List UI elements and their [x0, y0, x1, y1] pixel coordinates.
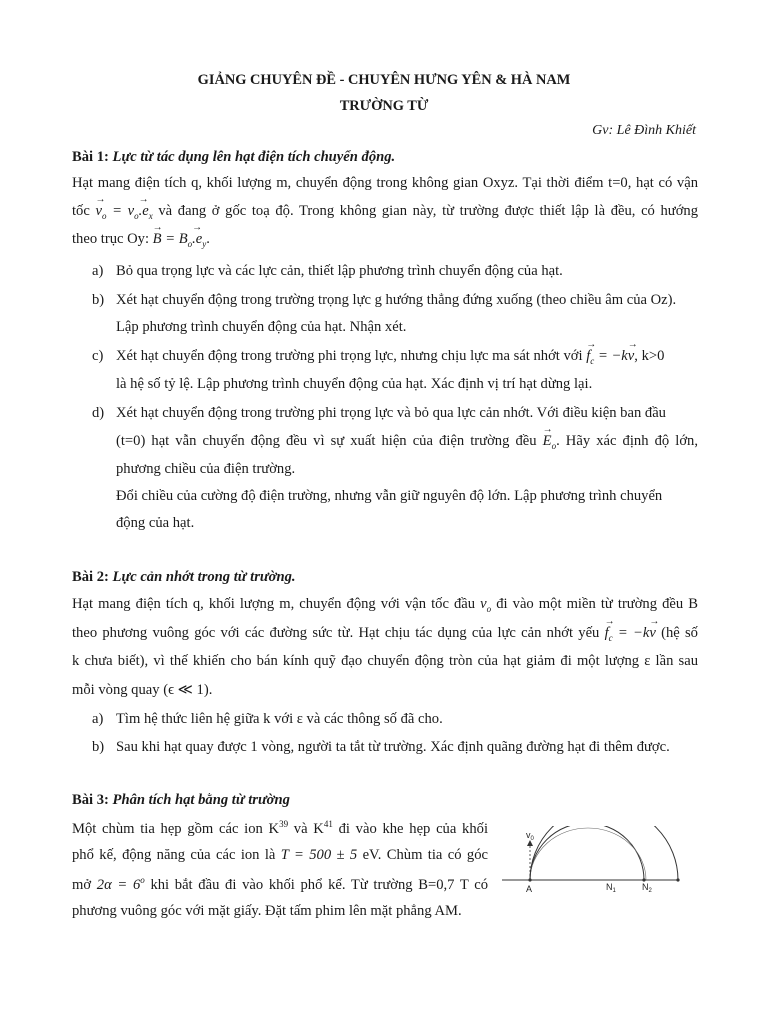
item-text: Xét hạt chuyển động trong trường phi trọng lực, nhưng chịu lực ma sát nhớt với [116, 348, 587, 364]
item-text: Bỏ qua trọng lực và các lực cản, thiết lập phương trình chuyển động của hạt. [116, 263, 563, 279]
subscript: o [187, 238, 193, 249]
fc-equation [605, 625, 656, 641]
subscript: c [608, 632, 613, 643]
subscript: o [101, 210, 107, 221]
eq-part: = v [106, 203, 135, 219]
text-span: eV. Chùm tia có góc [357, 847, 488, 863]
superscript: o [140, 875, 145, 885]
item-text: Xét hạt chuyển động trong trường trọng lực g hướng thẳng đứng xuống (theo chiều âm của Oz). [116, 292, 677, 308]
text-span: theo phương vuông góc với các đường sức từ. Hạt chịu tác dụng của lực cản nhớt yếu [72, 625, 605, 641]
label-n2: $N_2$ [642, 882, 652, 894]
symbol-v: v [480, 596, 487, 612]
item-text: Sau khi hạt quay được 1 vòng, người ta tắt từ trường. Xác định quãng đường hạt đi thêm được. [116, 739, 670, 755]
text-span: (t=0) hạt vẫn chuyển động đều vì sự xuất hiện của điện trường đều [116, 433, 543, 449]
eq-part: 2α = 6 [96, 876, 141, 893]
subscript: o [134, 210, 139, 221]
bai1-title: Lực từ tác dụng lên hạt điện tích chuyển động. [112, 149, 396, 165]
text-span: và K [288, 820, 324, 837]
item-marker: b) [92, 292, 105, 308]
fc-equation [586, 348, 634, 364]
energy-equation: T = 500 ± 5 [280, 847, 358, 863]
vec-e: → .e [192, 231, 202, 248]
bai3-paragraph-line-2 [72, 847, 488, 864]
bai3-paragraph-line-3 [72, 875, 488, 894]
bai2-item-a [92, 711, 443, 728]
bai1-paragraph-line-3 [72, 231, 210, 249]
vec-f: → f [586, 348, 590, 365]
item-marker: b) [92, 739, 105, 755]
bai2-paragraph-line-2 [72, 625, 698, 643]
subscript: o [486, 603, 492, 614]
bai1-item-d-line-2 [116, 433, 698, 451]
text-span: (hệ số [655, 625, 698, 641]
vec-v: → v [95, 203, 101, 220]
text-span: Một chùm tia hẹp gồm các ion K [72, 820, 280, 837]
mass-spectrometer-diagram [500, 826, 686, 898]
trajectory-small-inner [530, 828, 646, 880]
text-span: Hạt mang điện tích q, khối lượng m, chuyển động với vận tốc đầu [72, 596, 481, 612]
bai1-item-d [92, 405, 666, 422]
subscript: o [551, 440, 557, 451]
bai1-paragraph-line-1: Hạt mang điện tích q, khối lượng m, chuyển động trong không gian Oxyz. Tại thời điểm t=0, hạt có vận [72, 175, 698, 191]
bai1-heading [72, 149, 395, 166]
item-marker: a) [92, 263, 104, 279]
text-span: khi bắt đầu đi vào khối phổ kế. Từ trường B=0,7 T có [144, 876, 488, 893]
superscript: 39 [279, 819, 289, 829]
vec-v: → v [649, 625, 655, 642]
bai2-paragraph-line-1 [72, 596, 698, 614]
bai3-label: Bài 3: [72, 792, 109, 808]
v0-equation [95, 203, 152, 219]
text-span: và đang ở gốc toạ độ. Trong không gian này, từ trường được thiết lập là đều, có hướng [152, 203, 699, 219]
bai2-label: Bài 2: [72, 569, 109, 585]
bai3-title: Phân tích hạt bằng từ trường [112, 792, 290, 808]
label-n1: $N_1$ [606, 882, 616, 894]
e0-equation [543, 433, 556, 449]
bai1-item-c [92, 348, 664, 366]
text-span: đi vào khe hẹp của khối [332, 820, 488, 837]
bai1-item-d-line-3: phương chiều của điện trường. [116, 461, 296, 477]
bai1-label: Bài 1: [72, 149, 109, 165]
item-text: Tìm hệ thức liên hệ giữa k với ε và các thông số đã cho. [116, 711, 443, 727]
subscript: c [590, 355, 595, 366]
item-text: Xét hạt chuyển động trong trường phi trọng lực và bỏ qua lực cản nhớt. Với điều kiện ban đầu [116, 405, 666, 421]
v0-symbol [480, 596, 491, 612]
eq-part: = B [161, 231, 188, 247]
bai1-item-d-line-4: Đổi chiều của cường độ điện trường, nhưng vẫn giữ nguyên độ lớn. Lập phương trình chuyển [116, 488, 663, 504]
bai1-item-b-cont: Lập phương trình chuyển động của hạt. Nhận xét. [116, 319, 407, 335]
bai1-paragraph-line-2 [72, 203, 698, 221]
angle-equation [97, 877, 145, 893]
trajectory-large [530, 826, 678, 880]
page-title: GIẢNG CHUYÊN ĐỀ - CHUYÊN HƯNG YÊN & HÀ NAM [197, 72, 571, 88]
vec-e: → E [543, 433, 552, 450]
text-span: . [206, 231, 210, 247]
vec-e: → .e [139, 203, 149, 220]
b-equation [153, 231, 207, 247]
eq-part: = −k [612, 625, 650, 641]
bai1-item-c-cont: là hệ số tỷ lệ. Lập phương trình chuyển động của hạt. Xác định vị trí hạt dừng lại. [116, 376, 593, 392]
point-n2 [676, 878, 679, 881]
trajectory-small [530, 826, 644, 880]
bai2-item-b [92, 739, 670, 756]
bai2-title: Lực cản nhớt trong từ trường. [112, 569, 296, 585]
text-span: tốc [72, 203, 96, 219]
bai3-paragraph-line-4: phương vuông góc với mặt giấy. Đặt tấm phim lên mặt phẳng AM. [72, 903, 462, 919]
label-a: A [526, 884, 533, 894]
bai1-item-a [92, 263, 563, 280]
bai3-paragraph-line-1 [72, 819, 488, 838]
item-marker: c) [92, 348, 104, 364]
text-span: đi vào một miền từ trường đều B [491, 596, 698, 612]
bai2-paragraph-line-4: mỗi vòng quay (ϵ ≪ 1). [72, 682, 213, 698]
subscript: y [202, 238, 207, 249]
label-v0: $v_0$ [526, 830, 534, 842]
vec-v: → v [628, 348, 634, 365]
bai3-heading [72, 792, 290, 809]
point-a [528, 878, 531, 881]
bai2-heading [72, 569, 296, 586]
vec-f: → f [605, 625, 609, 642]
author-line: Gv: Lê Đình Khiết [592, 123, 696, 138]
text-span: mở [72, 876, 97, 893]
item-text: , k>0 [634, 348, 665, 364]
bai1-item-b [92, 292, 676, 309]
bai1-item-d-line-5: động của hạt. [116, 515, 195, 531]
text-span: phổ kế, động năng của các ion là [72, 847, 281, 863]
item-marker: d) [92, 405, 105, 421]
item-marker: a) [92, 711, 104, 727]
page-subtitle: TRƯỜNG TỪ [339, 98, 429, 114]
text-span: theo trục Oy: [72, 231, 153, 247]
eq-part: = −k [594, 348, 628, 364]
text-span: . Hãy xác định độ lớn, [556, 433, 698, 449]
superscript: 41 [323, 819, 333, 829]
subscript: x [148, 210, 153, 221]
bai2-paragraph-line-3: k chưa biết), vì thế khiến cho bán kính quỹ đạo chuyển động tròn của hạt giảm đi một lượng ε lần sau [72, 653, 698, 669]
vec-b: → B [153, 231, 162, 248]
